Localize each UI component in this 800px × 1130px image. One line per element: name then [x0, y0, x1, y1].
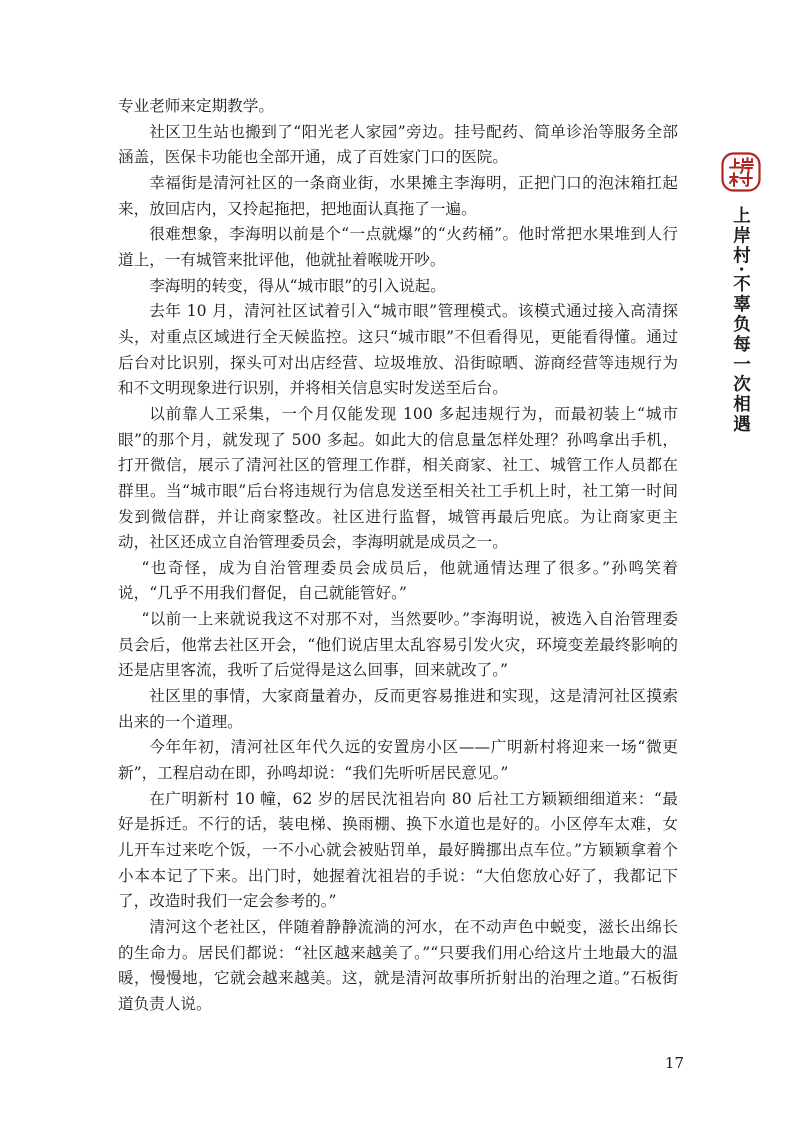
paragraph: 清河这个老社区，伴随着静静流淌的河水，在不动声色中蜕变，滋长出绵长的生命力。居民们都说：“社区越来越美了。”“只要我们用心给这片土地最大的温暖，慢慢地，它就会越来越美。这，就是清河故事所折射出的治理之道。”石板街道负责人说。 — [118, 918, 678, 1013]
paragraph: 社区里的事情，大家商量着办，反而更容易推进和实现，这是清河社区摸索出来的一个道理。 — [118, 687, 678, 731]
paragraph: 社区卫生站也搬到了“阳光老人家园”旁边。挂号配药、简单诊治等服务全部涵盖，医保卡功能也全部开通，成了百姓家门口的医院。 — [118, 122, 678, 167]
paragraph: 幸福街是清河社区的一条商业街，水果摊主李海明，正把门口的泡沫箱扛起来，放回店内，又拎起拖把，把地面认真拖了一遍。 — [118, 173, 678, 218]
paragraph: 李海明的转变，得从“城市眼”的引入说起。 — [149, 276, 446, 295]
page-number: 17 — [664, 1054, 684, 1072]
paragraph: 以前靠人工采集，一个月仅能发现 100 多起违规行为，而最初装上“城市眼”的那个月，就发现了 500 多起。如此大的信息量怎样处理？孙鸣拿出手机，打开微信，展示了清河社区的管理工作群，相关商家、社工、城管工作人员都在群里。当“城市眼”后台将违规行为信息发送至相关社工手机上时，社工第一时间发到微信群，并让商家整改。社区进行监督，城管再最后兜底。为让商家更主动，社区还成立自治管理委员会，李海明就是成员之一。 — [118, 404, 678, 552]
paragraph: 专业老师来定期教学。 — [118, 97, 274, 115]
seal-logo — [721, 152, 761, 192]
paragraph: “也奇怪，成为自治管理委员会成员后，他就通情达理了很多。”孙鸣笑着说，“几乎不用我们督促，自己就能管好。” — [118, 558, 678, 603]
series-sidebar — [721, 152, 761, 435]
paragraph: “以前一上来就说我这不对那不对，当然要吵。”李海明说，被选入自治管理委员会后，他常去社区开会，“他们说店里太乱容易引发火灾，环境变差最终影响的还是店里客流，我听了后觉得是这么回事，回来就改了。” — [118, 610, 678, 680]
series-title: 上岸村·不辜负每一次相遇 — [730, 206, 751, 435]
body-text — [118, 94, 678, 1018]
paragraph: 在广明新村 10 幢，62 岁的居民沈祖岩向 80 后社工方颖颖细细道来：“最好是拆迁。不行的话，装电梯、换雨棚、换下水道也是好的。小区停车太难，女儿开车过来吃个饭，一不小心就会被贴罚单，最好腾挪出点车位。”方颖颖拿着个小本本记了下来。出门时，她握着沈祖岩的手说：“大伯您放心好了，我都记下了，改造时我们一定会参考的。” — [118, 789, 678, 911]
paragraph: 去年 10 月，清河社区试着引入“城市眼”管理模式。该模式通过接入高清探头，对重点区域进行全天候监控。这只“城市眼”不但看得见，更能看得懂。通过后台对比识别，探头可对出店经营、垃圾堆放、沿街晾晒、游商经营等违规行为和不文明现象进行识别，并将相关信息实时发送至后台。 — [118, 302, 678, 398]
paragraph: 很难想象，李海明以前是个“一点就爆”的“火药桶”。他时常把水果堆到人行道上，一有城管来批评他，他就扯着喉咙开吵。 — [118, 225, 678, 269]
paragraph: 今年年初，清河社区年代久远的安置房小区——广明新村将迎来一场“微更新”，工程启动在即，孙鸣却说：“我们先听听居民意见。” — [118, 738, 678, 783]
